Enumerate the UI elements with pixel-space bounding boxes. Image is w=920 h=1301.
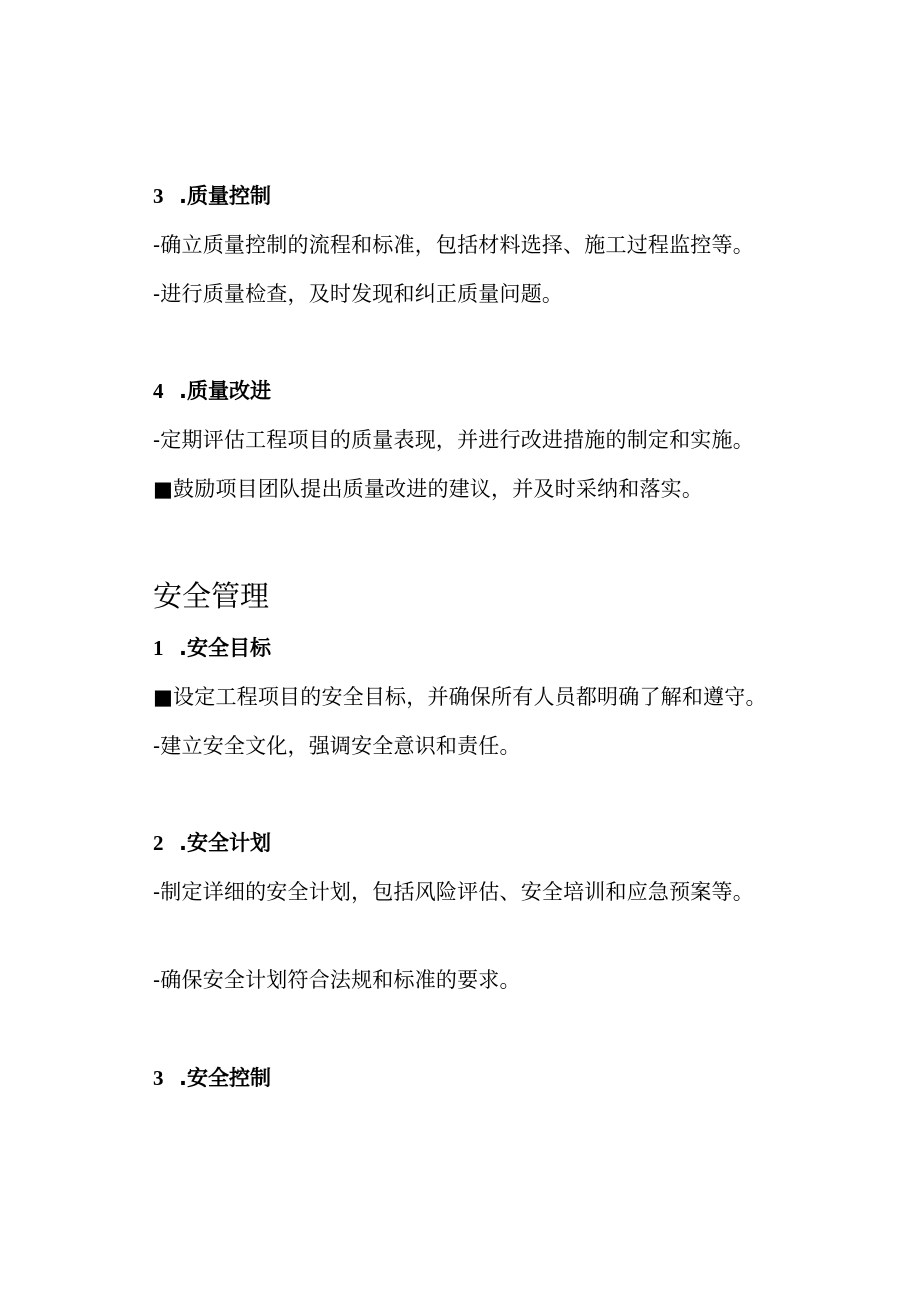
heading-label: .质量控制 — [179, 184, 271, 208]
paragraph-line: ■鼓励项目团队提出质量改进的建议，并及时采纳和落实。 — [153, 477, 704, 501]
heading-quality-control — [153, 186, 271, 207]
heading-safety-plan — [153, 833, 271, 854]
heading-number: 3 — [153, 1066, 164, 1090]
heading-number: 4 — [153, 379, 164, 403]
heading-label: .安全目标 — [179, 636, 271, 660]
heading-safety-goals — [153, 638, 271, 659]
paragraph-line: -确保安全计划符合法规和标准的要求。 — [153, 968, 521, 992]
paragraph-line: -制定详细的安全计划，包括风险评估、安全培训和应急预案等。 — [153, 880, 754, 904]
heading-number: 1 — [153, 636, 164, 660]
paragraph-line: -进行质量检查，及时发现和纠正质量问题。 — [153, 282, 564, 306]
heading-safety-control — [153, 1068, 271, 1089]
heading-number: 3 — [153, 184, 164, 208]
heading-number: 2 — [153, 831, 164, 855]
paragraph-line: -确立质量控制的流程和标准，包括材料选择、施工过程监控等。 — [153, 233, 754, 257]
paragraph-line: -建立安全文化，强调安全意识和责任。 — [153, 734, 521, 758]
section-title-safety-management: 安全管理 — [153, 579, 270, 613]
paragraph-line: ■设定工程项目的安全目标，并确保所有人员都明确了解和遵守。 — [153, 685, 767, 709]
paragraph-line: -定期评估工程项目的质量表现，并进行改进措施的制定和实施。 — [153, 428, 754, 452]
heading-label: .质量改进 — [179, 379, 271, 403]
heading-label: .安全控制 — [179, 1066, 271, 1090]
heading-quality-improvement — [153, 381, 271, 402]
heading-label: .安全计划 — [179, 831, 271, 855]
